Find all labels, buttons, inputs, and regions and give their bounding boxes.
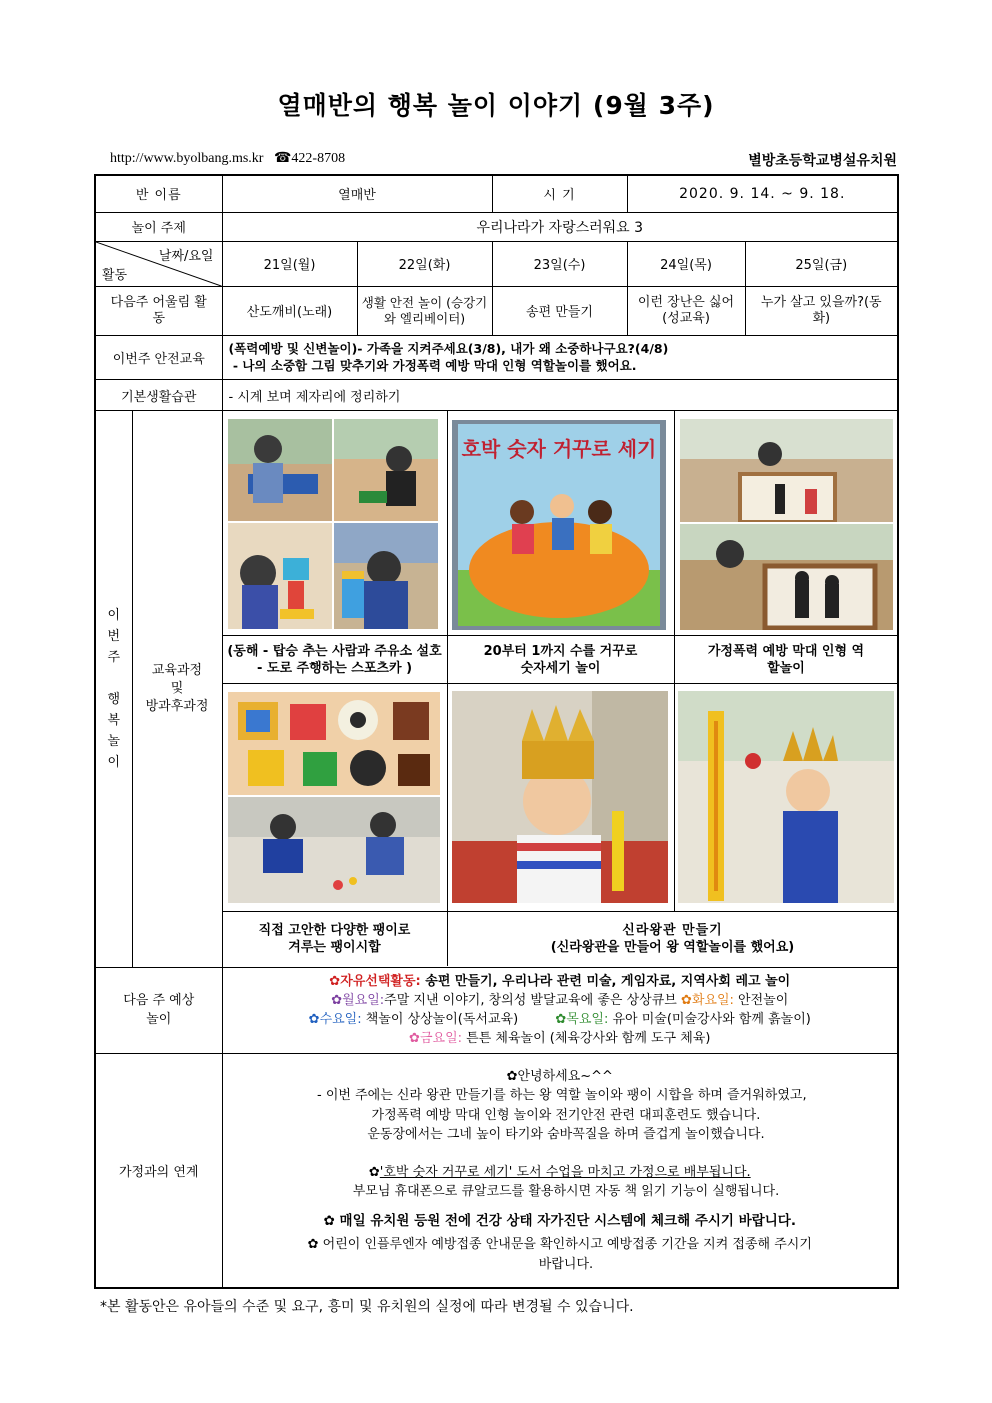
photo-book-cover (452, 420, 666, 630)
activity-wed: 송편 만들기 (492, 286, 627, 335)
caption-counting: 20부터 1까지 수를 거꾸로 숫자세기 놀이 (483, 643, 638, 676)
home-p6: ✿ 매일 유치원 등원 전에 건강 상태 자가진단 시스템에 체크해 주시기 바랍니다. (323, 1212, 796, 1229)
activity-thu: 이런 장난은 싫어(성교육) (627, 286, 745, 335)
url-text[interactable]: http://www.byolbang.ms.kr (110, 151, 264, 166)
day-tue: 22일(화) (357, 241, 492, 286)
period-value: 2020. 9. 14. ~ 9. 18. (627, 175, 898, 212)
class-value: 열매반 (222, 175, 492, 212)
photo-grid (223, 411, 898, 967)
next-week-activity-label: 다음주 어울림 활동 (95, 286, 222, 335)
flower-icon: ✿ (323, 1212, 335, 1229)
home-p1: - 이번 주에는 신라 왕관 만들기를 하는 왕 역할 놀이와 팽이 시합을 하며 즐거워하였고, (312, 1088, 807, 1104)
photo-puppet-play-2 (680, 524, 893, 630)
home-p7: ✿ 어린이 인플루엔자 예방접종 안내문을 확인하시고 예방접종 기간을 지켜 접종해 주시기 (307, 1237, 812, 1253)
theme-label: 놀이 주제 (95, 212, 222, 241)
book-title-text: 호박 숫자 거꾸로 세기 (461, 437, 656, 462)
photo-silla-crown-boy (452, 691, 668, 903)
caption-crown-line-2: (신라왕관을 만들어 왕 역할놀이를 했어요) (550, 940, 795, 956)
next-plan-label: 다음 주 예상 놀이 (95, 967, 222, 1053)
photo-boy-lego-car (228, 419, 332, 521)
flower-icon: ✿ (329, 974, 341, 990)
plan-fri: ✿금요일: 튼튼 체육놀이 (체육강사와 함께 도구 체육) (409, 1031, 711, 1047)
day-mon: 21일(월) (222, 241, 357, 286)
class-label: 반 이름 (95, 175, 222, 212)
home-p5: 부모님 휴대폰으로 큐알코드를 활용하시면 자동 책 읽기 기능이 실행됩니다. (340, 1184, 780, 1200)
day-wed: 23일(수) (492, 241, 627, 286)
flower-icon: ✿ (368, 1164, 380, 1180)
flower-icon: ✿ (331, 993, 343, 1009)
flower-icon: ✿ (308, 1012, 320, 1028)
photo-puppet-play-1 (680, 419, 893, 522)
footnote: *본 활동안은 유아들의 수준 및 요구, 흥미 및 유치원의 실정에 따라 변경될 수 있습니다. (100, 1299, 634, 1315)
school-name: 별방초등학교병설유치원 (748, 153, 897, 169)
photo-boy-floor-car (334, 419, 438, 521)
home-p3: 운동장에서는 그네 높이 타기와 숨바꼭질을 하며 즐겁게 놀이했습니다. (354, 1127, 765, 1143)
home-p8: 바랍니다. (526, 1256, 594, 1272)
schedule-corner (95, 241, 222, 286)
home-link-label: 가정과의 연계 (95, 1053, 222, 1288)
safety-line-2: - 나의 소중함 그림 맞추기와 가정폭력 예방 막대 인형 역할놀이를 했어요. (228, 358, 637, 374)
habit-label: 기본생활습관 (95, 380, 222, 411)
caption-silla-crown (448, 912, 898, 966)
corner-top: 날짜/요일 (158, 248, 214, 264)
caption-puppet: 가정폭력 예방 막대 인형 역할놀이 (707, 643, 865, 676)
day-thu: 24일(목) (627, 241, 745, 286)
safety-label: 이번주 안전교육 (95, 335, 222, 379)
page-title: 열매반의 행복 놀이 이야기 (9월 3주) (277, 91, 715, 120)
corner-bottom: 활동 (102, 267, 128, 283)
flower-icon: ✿ (409, 1031, 420, 1047)
photo-boy-lego-robot (228, 523, 332, 629)
this-week-play-label: 이 번 주 행 복 놀 이 (95, 411, 132, 968)
school-url[interactable] (110, 150, 345, 167)
caption-lego-cars: (동해 - 탑승 추는 사람과 주유소 설호 - 도로 주행하는 스포츠카 ) (227, 643, 442, 676)
flower-icon: ✿ (555, 1012, 567, 1028)
caption-top-battle: 직접 고안한 다양한 팽이로 겨루는 팽이시합 (258, 923, 411, 956)
plan-wed-thu: ✿수요일: 책놀이 상상놀이(독서교육) ✿목요일: 유아 미술(미술강사와 함께 흙놀이) (308, 1012, 811, 1028)
home-p4: ✿'호박 숫자 거꾸로 세기' 도서 수업을 마치고 가정으로 배부됩니다. (368, 1164, 751, 1180)
photo-silla-crown-sword (678, 691, 894, 903)
flower-icon: ✿ (307, 1237, 319, 1253)
plan-mon-tue: ✿월요일:주말 지낸 이야기, 창의성 발달교육에 좋은 상상큐브 ✿화요일: 안전놀이 (331, 993, 789, 1009)
photo-handmade-tops (228, 692, 440, 795)
photo-boy-lego-tower (334, 523, 438, 629)
newsletter-table (94, 174, 899, 1289)
flower-icon: ✿ (680, 993, 692, 1009)
activity-tue: 생활 안전 놀이 (승강기와 엘리베이터) (357, 286, 492, 335)
activity-fri: 누가 살고 있을까?(동화) (745, 286, 898, 335)
plan-free: ✿자유선택활동: 송편 만들기, 우리나라 관련 미술, 게임자료, 지역사회 레고 놀이 (329, 974, 791, 990)
phone-number: ☎422-8708 (273, 151, 346, 166)
day-fri: 25일(금) (745, 241, 898, 286)
home-p2: 가정폭력 예방 막대 인형 놀이와 전기안전 관련 대피훈련도 했습니다. (359, 1107, 761, 1123)
flower-icon: ✿ (506, 1068, 518, 1084)
home-greeting: ✿안녕하세요~^^ (506, 1068, 613, 1084)
activity-mon: 산도깨비(노래) (222, 286, 357, 335)
photo-top-battle (228, 797, 440, 903)
period-label: 시 기 (492, 175, 627, 212)
curriculum-label: 교육과정 및 방과후과정 (132, 411, 222, 968)
habit-value: - 시계 보며 제자리에 정리하기 (222, 380, 898, 411)
theme-value: 우리나라가 자랑스러워요 3 (222, 212, 898, 241)
caption-crown-line-1: 신라왕관 만들기 (622, 923, 723, 939)
safety-line-1: (폭력예방 및 신변놀이)- 가족을 지켜주세요(3/8), 내가 왜 소중하나구요?(4/8) (228, 341, 669, 357)
